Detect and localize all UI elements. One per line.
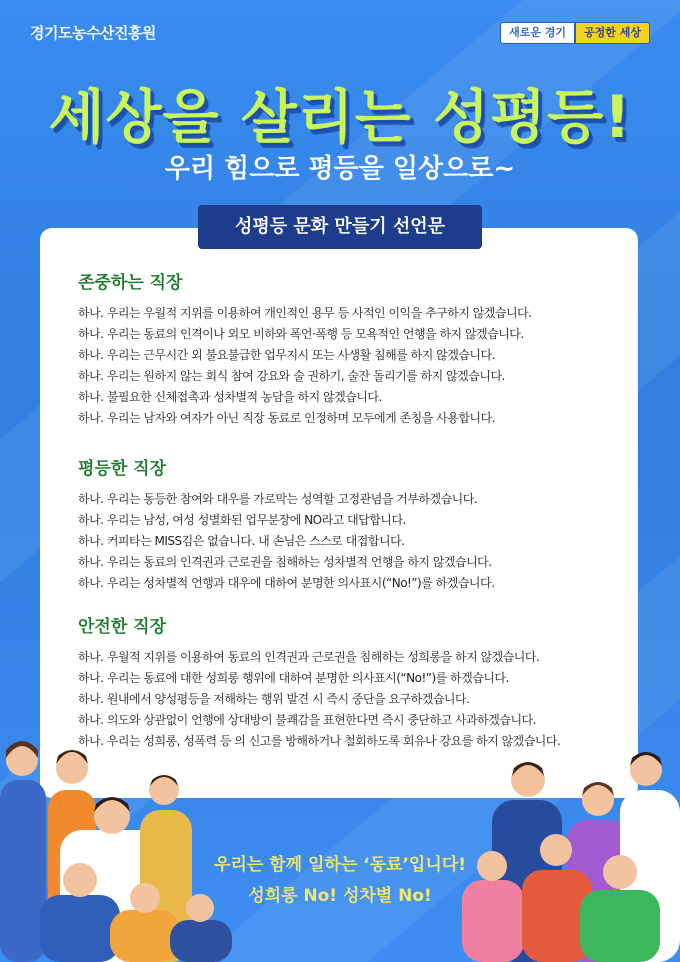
main-title: 세상을 살리는 성평등! (48, 83, 632, 151)
pledge-line: 하나. 우리는 성희롱, 성폭력 등 의 신고를 방해하거나 철회하도록 회유나 강요를 하지 않겠습니다. (78, 734, 561, 748)
pledge-line: 하나. 불필요한 신체접촉과 성차별적 농담을 하지 않겠습니다. (78, 390, 382, 404)
closing-line-1: 우리는 함께 일하는 ‘동료’입니다! (214, 855, 466, 875)
pledge-line: 하나. 우리는 우월적 지위를 이용하여 개인적인 용무 등 사적인 이익을 추구하지 않겠습니다. (78, 306, 532, 320)
pledge-line: 하나. 우리는 원하지 않는 회식 참여 강요와 술 권하기, 술잔 돌리기를 하지 않겠습니다. (78, 369, 505, 383)
pledge-line: 하나. 우리는 동등한 참여와 대우를 가로막는 성역할 고정관념을 거부하겠습니다. (78, 492, 478, 506)
pledge-line: 하나. 원내에서 양성평등을 저해하는 행위 발견 시 즉시 중단을 요구하겠습니다. (78, 692, 470, 706)
pledge-line: 하나. 우리는 동료의 인격이나 외모 비하와 폭언·폭행 등 모욕적인 언행을 하지 않겠습니다. (78, 327, 524, 341)
pledge-line: 하나. 의도와 상관없이 언행에 상대방이 불쾌감을 표현한다면 즉시 중단하고 사과하겠습니다. (78, 713, 536, 727)
closing-message (0, 850, 680, 906)
section-respect (78, 268, 532, 429)
section-heading: 존중하는 직장 (78, 273, 183, 293)
pledge-line: 하나. 우리는 동료에 대한 성희롱 행위에 대하여 분명한 의사표시(“No!”)를 하겠습니다. (78, 671, 509, 685)
pledge-line: 하나. 우리는 동료의 인격권과 근로권을 침해하는 성차별적 언행을 하지 않겠습니다. (78, 555, 492, 569)
pledge-line: 하나. 우월적 지위를 이용하여 동료의 인격권과 근로권을 침해하는 성희롱을 하지 않겠습니다. (78, 650, 540, 664)
closing-line-2: 성희롱 No! 성차별 No! (248, 886, 432, 906)
subtitle: 우리 힘으로 평등을 일상으로~ (164, 154, 516, 184)
declaration-banner: 성평등 문화 만들기 선언문 (198, 205, 482, 249)
people-illustration (0, 720, 680, 962)
pledge-line: 하나. 우리는 남성, 여성 성별화된 업무분장에 NO라고 대답합니다. (78, 513, 406, 527)
section-heading: 안전한 직장 (78, 617, 167, 637)
pledge-line: 하나. 커피타는 MISS김은 없습니다. 내 손님은 스스로 대접합니다. (78, 534, 405, 548)
pledge-line: 하나. 우리는 근무시간 외 불요불급한 업무지시 또는 사생활 침해를 하지 않겠습니다. (78, 348, 495, 362)
slogan-part2: 공정한 세상 (575, 22, 650, 44)
slogan-part1: 새로운 경기 (500, 22, 575, 44)
section-equality (78, 454, 494, 594)
slogan-badge (500, 22, 650, 44)
pledge-line: 하나. 우리는 성차별적 언행과 대우에 대하여 분명한 의사표시(“No!”)를 하겠습니다. (78, 576, 495, 590)
section-heading: 평등한 직장 (78, 459, 167, 479)
pledge-line: 하나. 우리는 남자와 여자가 아닌 직장 동료로 인정하며 모두에게 존칭을 사용합니다. (78, 411, 495, 425)
org-logo-text: 경기도농수산진흥원 (30, 24, 156, 42)
